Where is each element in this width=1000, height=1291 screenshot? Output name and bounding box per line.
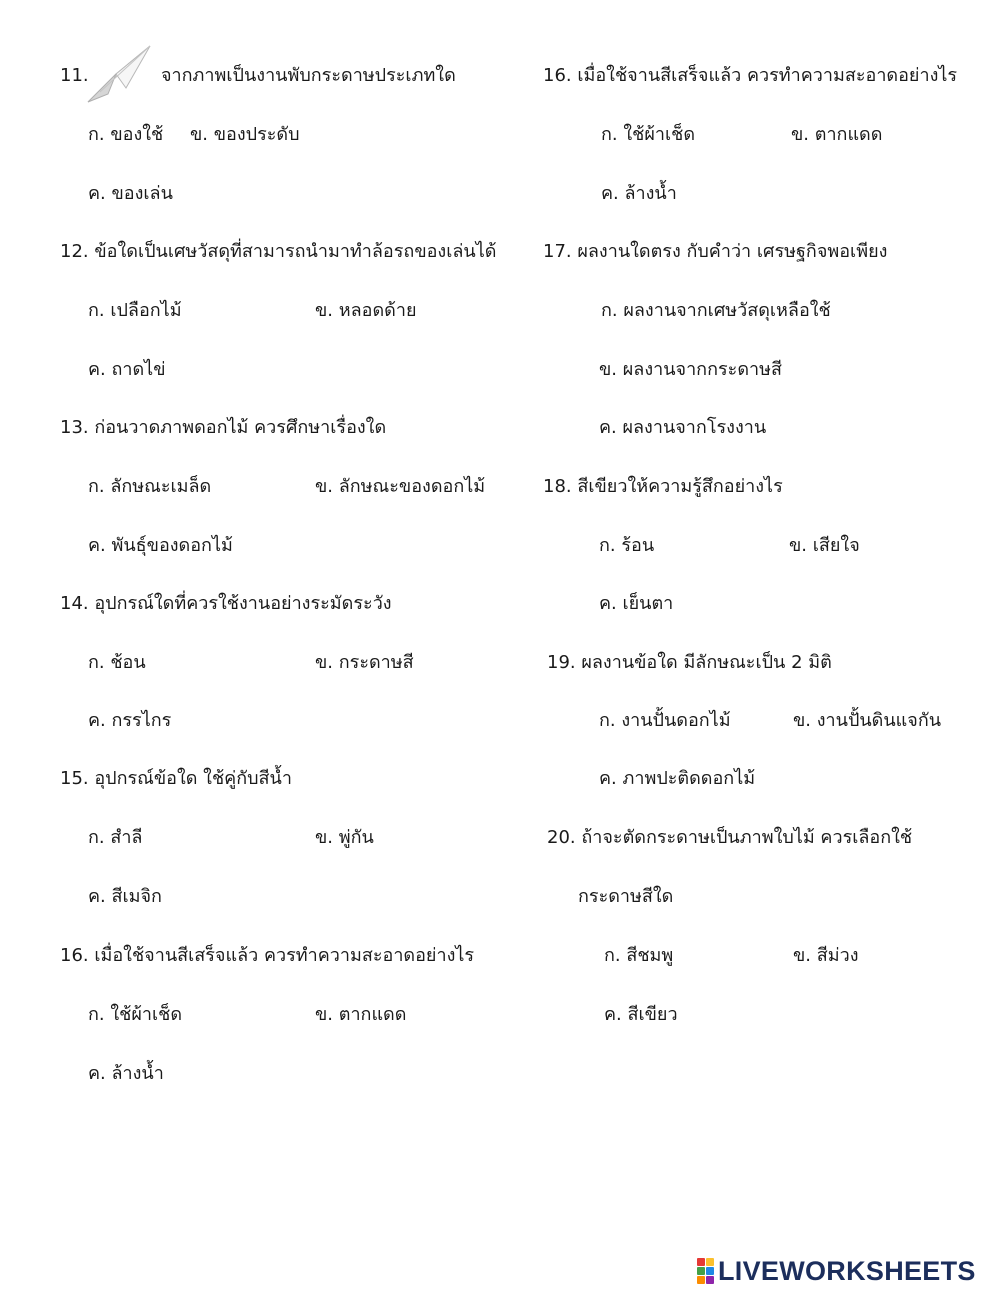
q19-question: 19. ผลงานข้อใด มีลักษณะเป็น 2 มิติ [547, 652, 832, 673]
q17-option-a[interactable]: ก. ผลงานจากเศษวัสดุเหลือใช้ [601, 300, 831, 321]
q13-option-c[interactable]: ค. พันธุ์ของดอกไม้ [88, 535, 233, 556]
q14-question: 14. อุปกรณ์ใดที่ควรใช้งานอย่างระมัดระวัง [60, 593, 392, 614]
q20-option-a[interactable]: ก. สีชมพู [604, 945, 674, 966]
q19-option-c[interactable]: ค. ภาพปะติดดอกไม้ [599, 768, 756, 789]
q17-option-c[interactable]: ค. ผลงานจากโรงงาน [599, 417, 767, 438]
q16-right-option-a[interactable]: ก. ใช้ผ้าเช็ด [601, 124, 696, 145]
q16-left-question: 16. เมื่อใช้จานสีเสร็จแล้ว ควรทำความสะอาดอย่างไร [60, 945, 475, 966]
q11-option-a[interactable]: ก. ของใช้ [88, 124, 164, 145]
q18-option-a[interactable]: ก. ร้อน [599, 535, 655, 556]
q12-option-a[interactable]: ก. เปลือกไม้ [88, 300, 182, 321]
q20-option-b[interactable]: ข. สีม่วง [793, 945, 859, 966]
q17-option-b[interactable]: ข. ผลงานจากกระดาษสี [599, 359, 782, 380]
q16-left-option-c[interactable]: ค. ล้างน้ำ [88, 1063, 164, 1084]
q14-option-c[interactable]: ค. กรรไกร [88, 710, 172, 731]
q13-option-a[interactable]: ก. ลักษณะเมล็ด [88, 476, 212, 497]
logo-square [706, 1267, 714, 1275]
q15-option-c[interactable]: ค. สีเมจิก [88, 886, 162, 907]
q14-option-a[interactable]: ก. ช้อน [88, 652, 146, 673]
q15-option-a[interactable]: ก. สำลี [88, 827, 143, 848]
logo-square [706, 1258, 714, 1266]
logo-square [706, 1276, 714, 1284]
q11-option-c[interactable]: ค. ของเล่น [88, 183, 173, 204]
q15-option-b[interactable]: ข. พู่กัน [315, 827, 374, 848]
logo-square [697, 1258, 705, 1266]
q16-right-option-b[interactable]: ข. ตากแดด [791, 124, 883, 145]
q20-question: 20. ถ้าจะตัดกระดาษเป็นภาพใบไม้ ควรเลือกใช้ [547, 827, 913, 848]
q17-question: 17. ผลงานใดตรง กับคำว่า เศรษฐกิจพอเพียง [543, 241, 888, 262]
q19-option-b[interactable]: ข. งานปั้นดินแจกัน [793, 710, 942, 731]
q15-question: 15. อุปกรณ์ข้อใด ใช้คู่กับสีน้ำ [60, 768, 292, 789]
logo-square [697, 1276, 705, 1284]
q12-question: 12. ข้อใดเป็นเศษวัสดุที่สามารถนำมาทำล้อรถของเล่นได้ [60, 241, 497, 262]
q18-question: 18. สีเขียวให้ความรู้สึกอย่างไร [543, 476, 783, 497]
q18-option-c[interactable]: ค. เย็นตา [599, 593, 674, 614]
q16-right-question: 16. เมื่อใช้จานสีเสร็จแล้ว ควรทำความสะอาดอย่างไร [543, 65, 958, 86]
q13-option-b[interactable]: ข. ลักษณะของดอกไม้ [315, 476, 486, 497]
paper-airplane-icon [86, 44, 152, 104]
q14-option-b[interactable]: ข. กระดาษสี [315, 652, 414, 673]
q18-option-b[interactable]: ข. เสียใจ [789, 535, 860, 556]
q13-question: 13. ก่อนวาดภาพดอกไม้ ควรศึกษาเรื่องใด [60, 417, 387, 438]
logo-text: LIVEWORKSHEETS [718, 1255, 976, 1286]
logo-square [697, 1267, 705, 1275]
liveworksheets-logo [697, 1256, 976, 1286]
q20-option-c[interactable]: ค. สีเขียว [604, 1004, 678, 1025]
q16-right-option-c[interactable]: ค. ล้างน้ำ [601, 183, 677, 204]
q16-left-option-b[interactable]: ข. ตากแดด [315, 1004, 407, 1025]
q11-question: จากภาพเป็นงานพับกระดาษประเภทใด [161, 65, 456, 86]
q12-option-c[interactable]: ค. ถาดไข่ [88, 359, 166, 380]
q11-number: 11. [60, 65, 89, 86]
q12-option-b[interactable]: ข. หลอดด้าย [315, 300, 417, 321]
q20-question-cont: กระดาษสีใด [578, 886, 674, 907]
q16-left-option-a[interactable]: ก. ใช้ผ้าเช็ด [88, 1004, 183, 1025]
q11-option-b[interactable]: ข. ของประดับ [190, 124, 300, 145]
logo-mark-icon [697, 1258, 714, 1284]
q19-option-a[interactable]: ก. งานปั้นดอกไม้ [599, 710, 731, 731]
